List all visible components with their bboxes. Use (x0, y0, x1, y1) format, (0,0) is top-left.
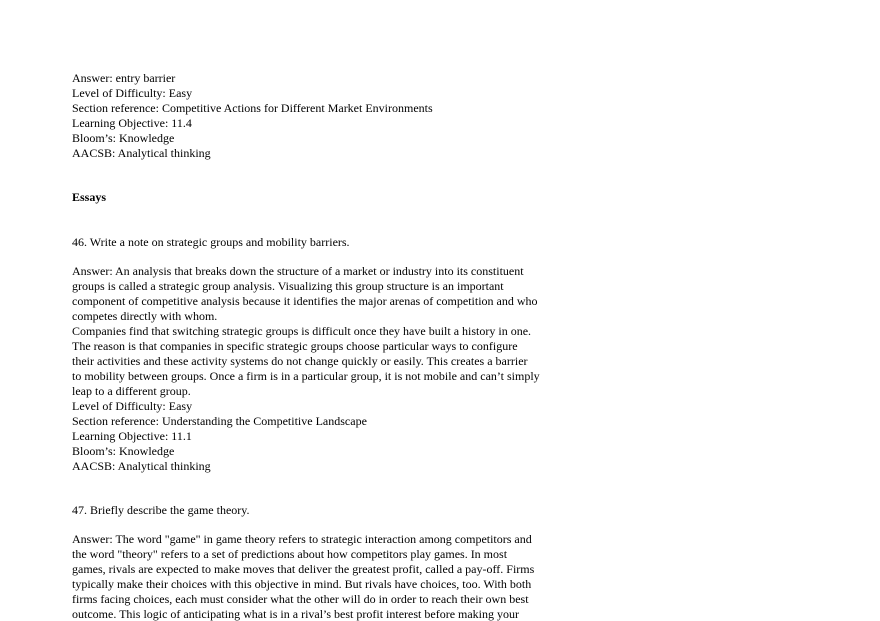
answer-text-line: outcome. This logic of anticipating what is in a rival’s best profit interest before making your (72, 607, 520, 621)
blooms-line: Bloom’s: Knowledge (72, 444, 175, 458)
section-reference-line: Section reference: Competitive Actions for Different Market Environments (72, 101, 433, 115)
answer-text-line: competes directly with whom. (72, 309, 218, 323)
aacsb-line: AACSB: Analytical thinking (72, 146, 211, 160)
answer-text-line: The reason is that companies in specific strategic groups choose particular ways to configure (72, 339, 518, 353)
answer-text-line: component of competitive analysis because it identifies the major arenas of competition and who (72, 294, 538, 308)
answer-text-line: games, rivals are expected to make moves that deliver the greatest profit, called a pay-off. Firms (72, 562, 535, 576)
answer-text-line: to mobility between groups. Once a firm is in a particular group, it is not mobile and can’t simply (72, 369, 540, 383)
answer-text-line: the word "theory" refers to a set of predictions about how competitors play games. In most (72, 547, 508, 561)
answer-text-line: firms facing choices, each must consider what the other will do in order to reach their own best (72, 592, 529, 606)
blooms-line: Bloom’s: Knowledge (72, 131, 175, 145)
answer-text-line: typically make their choices with this objective in mind. But rivals have choices, too. With both (72, 577, 532, 591)
answer-text-line: Answer: An analysis that breaks down the structure of a market or industry into its constituent (72, 264, 524, 278)
section-heading: Essays (72, 190, 107, 204)
answer-text-line: leap to a different group. (72, 384, 191, 398)
answer-line: Answer: entry barrier (72, 71, 176, 85)
aacsb-line: AACSB: Analytical thinking (72, 459, 211, 473)
learning-objective-line: Learning Objective: 11.4 (72, 116, 192, 130)
answer-text-line: groups is called a strategic group analysis. Visualizing this group structure is an important (72, 279, 504, 293)
previous-answer-block (72, 71, 552, 161)
answer-47-block (72, 532, 552, 621)
question-46: 46. Write a note on strategic groups and mobility barriers. (72, 235, 350, 249)
difficulty-line: Level of Difficulty: Easy (72, 399, 193, 413)
answer-46-block (72, 264, 552, 474)
section-reference-line: Section reference: Understanding the Competitive Landscape (72, 414, 367, 428)
answer-text-line: Companies find that switching strategic groups is difficult once they have built a history in one. (72, 324, 532, 338)
answer-text-line: their activities and these activity systems do not change quickly or easily. This creates a barrier (72, 354, 528, 368)
answer-text-line: Answer: The word "game" in game theory refers to strategic interaction among competitors and (72, 532, 532, 546)
learning-objective-line: Learning Objective: 11.1 (72, 429, 192, 443)
difficulty-line: Level of Difficulty: Easy (72, 86, 193, 100)
question-47: 47. Briefly describe the game theory. (72, 503, 250, 517)
